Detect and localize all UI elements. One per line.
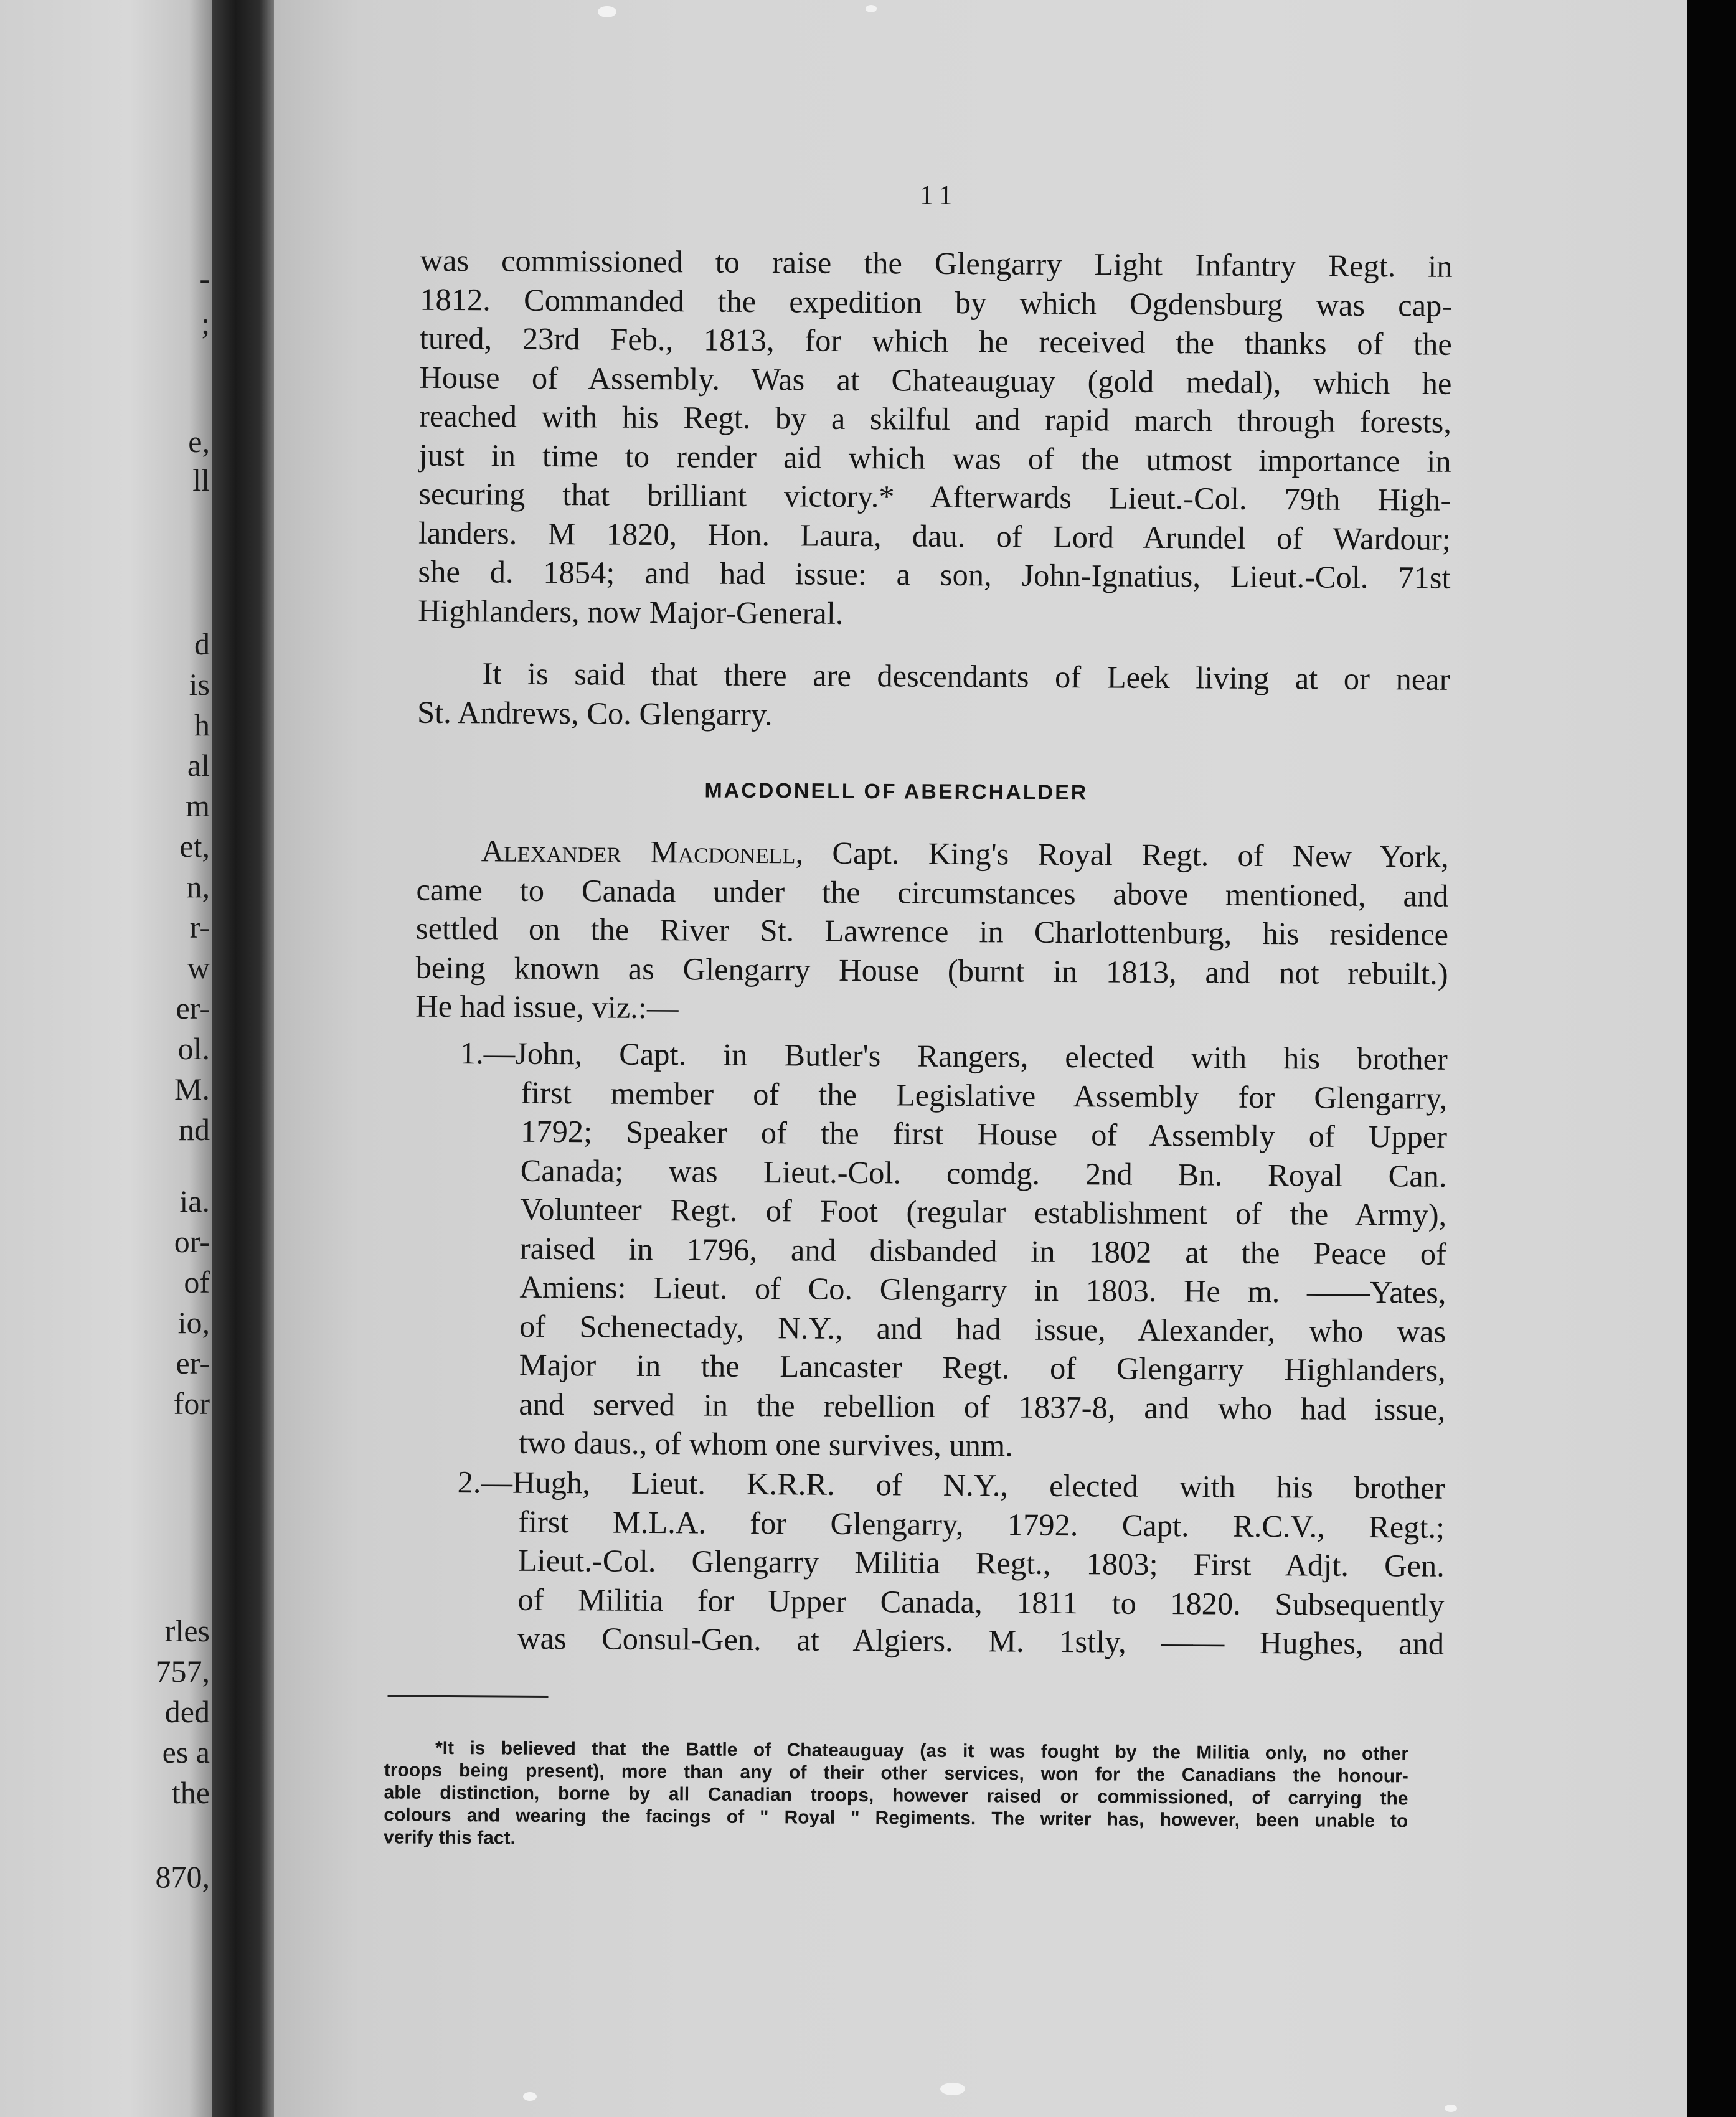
facing-page-fragment: nd (179, 1112, 210, 1147)
facing-page-fragment: al (187, 748, 210, 783)
paragraph-descendants (417, 654, 1450, 738)
facing-page-fragment: 757, (155, 1654, 210, 1689)
text-line: tured, 23rd Feb., 1813, for which he received the thanks of the (419, 320, 1452, 362)
text-line: 1812. Commanded the expedition by which Ogdensburg was cap- (420, 281, 1453, 323)
text-line: Lieut.-Col. Glengarry Militia Regt., 1803; First Adjt. Gen. (517, 1542, 1445, 1583)
text-line: He had issue, viz.:— (415, 988, 679, 1025)
text-line: and served in the rebellion of 1837-8, and who had issue, (519, 1386, 1446, 1427)
text-line: landers. M 1820, Hon. Laura, dau. of Lord Arundel of Wardour; (418, 515, 1451, 557)
text-line: It is said that there are descendants of Leek living at or near (482, 656, 1450, 697)
facing-page-fragment: M. (174, 1072, 210, 1106)
facing-page-fragment: rles (164, 1613, 210, 1648)
paragraph-alexander-macdonell (415, 831, 1449, 1032)
facing-page-fragment: m (186, 788, 210, 823)
book-gutter-shadow (212, 0, 280, 2117)
dust-speck (940, 2083, 965, 2095)
facing-page-fragment: 870, (155, 1859, 210, 1894)
text-line: she d. 1854; and had issue: a son, John-Ignatius, Lieut.-Col. 71st (418, 554, 1451, 595)
facing-page-fragment: n, (186, 869, 210, 904)
facing-page-fragment: ol. (177, 1031, 210, 1066)
text-line: reached with his Regt. by a skilful and rapid march through forests, (418, 398, 1452, 440)
dust-speck (523, 2092, 537, 2101)
text-line: was commissioned to raise the Glengarry Light Infantry Regt. in (420, 242, 1453, 284)
footnote-line: able distinction, borne by all Canadian troops, however raised or commissioned, of carrying the (384, 1782, 1408, 1809)
text-line: Highlanders, now Major-General. (417, 593, 844, 631)
text-line: raised in 1796, and disbanded in 1802 at the Peace of (519, 1230, 1447, 1271)
facing-page-fragment: et, (179, 829, 210, 864)
text-line: just in time to render aid which was of the utmost importance in (418, 437, 1451, 479)
facing-page-fragment: ; (201, 306, 210, 341)
facing-page-fragment: io, (177, 1305, 210, 1340)
facing-page-fragment: d (194, 626, 210, 661)
facing-page-fragment: er- (176, 991, 210, 1025)
text-line: Canada; was Lieut.-Col. comdg. 2nd Bn. Royal Can. (520, 1153, 1447, 1194)
footnote-line: troops being present), more than any of their other services, won for the Canadians the honour- (384, 1760, 1408, 1787)
person-name: Alexander Macdonell (481, 833, 796, 870)
facing-page-fragment: es a (162, 1735, 210, 1770)
facing-page-fragment: ded (164, 1694, 210, 1729)
text-line: first member of the Legislative Assembly for Glengarry, (521, 1075, 1448, 1116)
text-line-rest: , Capt. King's Royal Regt. of New York, (795, 835, 1449, 874)
text-line: two daus., of whom one survives, unm. (518, 1425, 1014, 1463)
text-line: Amiens: Lieut. of Co. Glengarry in 1803. He m. ——Yates, (519, 1269, 1446, 1310)
paragraph-continuation (418, 241, 1453, 636)
facing-page-fragment: w (187, 950, 210, 985)
text-line: securing that brilliant victory.* Afterwards Lieut.-Col. 79th High- (418, 476, 1451, 517)
facing-page-fragment: the (171, 1775, 210, 1810)
scan-border (1687, 0, 1736, 2117)
dust-speck (598, 6, 616, 17)
text-line: first M.L.A. for Glengarry, 1792. Capt. R.C.V., Regt.; (518, 1504, 1445, 1545)
dust-speck (1445, 2105, 1457, 2112)
footnote-line: colours and wearing the facings of " Royal " Regiments. The writer has, however, been unable to (384, 1804, 1408, 1832)
footnote-line: verify this fact. (384, 1827, 516, 1849)
section-heading: MACDONELL OF ABERCHALDER (704, 778, 1088, 805)
facing-page-fragment: ia. (179, 1184, 210, 1219)
facing-page-fragment: - (199, 261, 210, 296)
facing-page-fragment: of (184, 1265, 210, 1299)
footnote-line: *It is believed that the Battle of Chateauguay (as it was fought by the Militia only, no other (435, 1737, 1409, 1765)
facing-page-fragment: is (189, 667, 210, 702)
text-line: of Militia for Upper Canada, 1811 to 1820. Subsequently (517, 1582, 1445, 1623)
facing-page-fragment: h (194, 707, 210, 742)
facing-page-fragment: r- (189, 910, 210, 945)
text-line: came to Canada under the circumstances above mentioned, and (416, 872, 1449, 913)
facing-page-fragment: ll (192, 463, 210, 497)
book-page (274, 0, 1687, 2117)
text-line: 1.—John, Capt. in Butler's Rangers, elected with his brother (460, 1035, 1448, 1077)
text-line: 1792; Speaker of the first House of Assembly of Upper (520, 1113, 1448, 1154)
text-line: settled on the River St. Lawrence in Charlottenburg, his residence (415, 910, 1449, 952)
facing-page-fragment: er- (176, 1346, 210, 1380)
text-line: being known as Glengarry House (burnt in 1813, and not rebuilt.) (415, 950, 1448, 991)
text-line: 2.—Hugh, Lieut. K.R.R. of N.Y., elected with his brother (457, 1464, 1445, 1506)
text-line: House of Assembly. Was at Chateauguay (gold medal), which he (419, 359, 1452, 401)
dust-speck (866, 5, 877, 12)
page-number: 11 (920, 179, 959, 210)
list-item-john (458, 1034, 1448, 1468)
footnote (384, 1737, 1408, 1855)
footnote-divider (387, 1695, 548, 1698)
text-line: was Consul-Gen. at Algiers. M. 1stly, —— Hughes, and (517, 1620, 1445, 1661)
facing-page-fragment: e, (188, 424, 210, 459)
text-line: Volunteer Regt. of Foot (regular establishment of the Army), (520, 1191, 1447, 1232)
facing-page-fragment: or- (174, 1224, 210, 1259)
text-line: St. Andrews, Co. Glengarry. (417, 694, 773, 732)
text-line: of Schenectady, N.Y., and had issue, Alexander, who was (519, 1308, 1446, 1349)
facing-page-edge (0, 0, 215, 2117)
facing-page-fragment: for (173, 1386, 210, 1421)
text-line: Major in the Lancaster Regt. of Glengarry Highlanders, (519, 1347, 1446, 1388)
list-item-hugh (456, 1463, 1445, 1663)
text-line (417, 831, 1449, 877)
